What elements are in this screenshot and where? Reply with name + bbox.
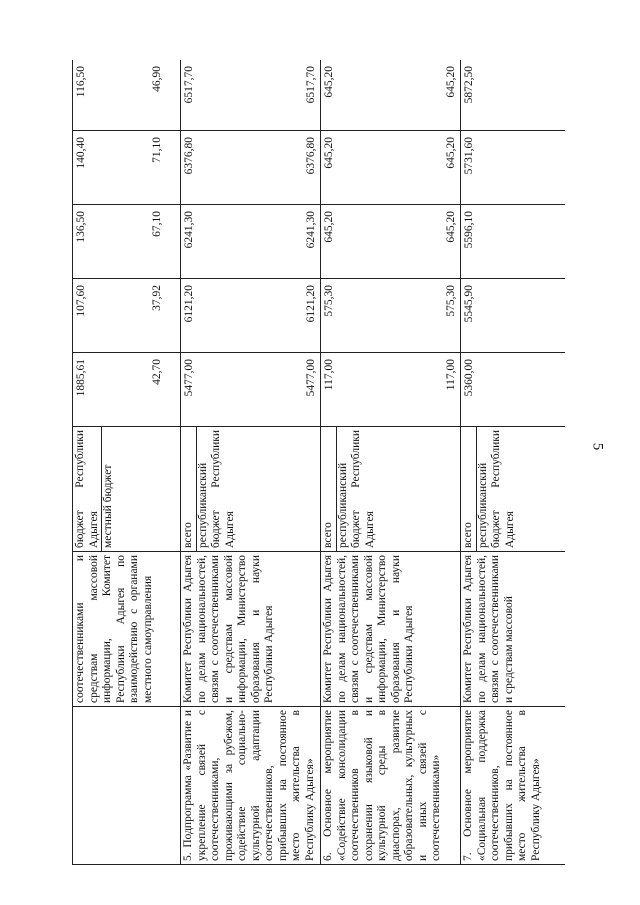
program-name-cell: 6. Основное мероприятие «Содействие консолидации соотечественников в сохранении языковой и культурной среды в диаспорах, развитие образовательных, культурных и иных связей с соотечественниками» bbox=[321, 707, 461, 865]
value: 140,40 bbox=[75, 137, 87, 169]
value: 42,70 bbox=[151, 359, 163, 385]
funding-source: республиканский бюджет Республики Адыгея bbox=[196, 430, 236, 548]
value: 117,00 bbox=[445, 359, 457, 391]
value-2017-cell bbox=[461, 131, 566, 205]
value-2015-cell bbox=[461, 279, 566, 353]
budget-table bbox=[72, 60, 565, 865]
value: 645,20 bbox=[445, 137, 457, 169]
table-row bbox=[461, 60, 566, 865]
funding-source: всего bbox=[462, 427, 477, 551]
funding-source-cell bbox=[461, 427, 566, 552]
value: 5545,90 bbox=[463, 285, 475, 323]
value-2017-cell bbox=[321, 131, 461, 205]
value: 5477,00 bbox=[183, 359, 195, 397]
value-2014-cell bbox=[73, 353, 181, 427]
value: 6121,20 bbox=[183, 285, 195, 323]
value: 136,50 bbox=[75, 211, 87, 243]
value: 6241,30 bbox=[305, 211, 317, 249]
value: 71,10 bbox=[151, 137, 163, 163]
value: 6517,70 bbox=[183, 66, 195, 104]
program-name-cell bbox=[73, 707, 181, 865]
value-2018-cell bbox=[73, 60, 181, 131]
funding-source: всего bbox=[322, 427, 337, 551]
value-2018-cell bbox=[181, 60, 321, 131]
value: 67,10 bbox=[151, 211, 163, 237]
value-2014-cell bbox=[181, 353, 321, 427]
funding-source: бюджет Республики Адыгея bbox=[74, 427, 102, 551]
value-2016-cell bbox=[321, 205, 461, 279]
executor-cell: Комитет Республики Адыгея по делам национальностей, связям с соотечественниками и средствам массовой информации, Министерство образования и науки Республики Адыгея bbox=[181, 552, 321, 707]
value: 116,50 bbox=[75, 66, 87, 98]
funding-source-cell bbox=[181, 427, 321, 552]
value: 575,30 bbox=[445, 285, 457, 317]
table-row bbox=[73, 60, 181, 865]
table-rotation-wrapper bbox=[72, 60, 565, 865]
value: 5872,50 bbox=[463, 66, 475, 104]
funding-source: местный бюджет bbox=[102, 464, 114, 548]
value: 645,20 bbox=[445, 66, 457, 98]
executor-cell: Комитет Республики Адыгея по делам национальностей, связям с соотечественниками и средствам массовой информации, Министерство образования и науки Республики Адыгея bbox=[321, 552, 461, 707]
table-row bbox=[181, 60, 321, 865]
value-2015-cell bbox=[73, 279, 181, 353]
funding-source: республиканский бюджет Республики Адыгея bbox=[336, 430, 376, 548]
table-row bbox=[321, 60, 461, 865]
value: 5596,10 bbox=[463, 211, 475, 249]
rotated-table-frame bbox=[72, 60, 565, 865]
funding-source-cell bbox=[321, 427, 461, 552]
value-2016-cell bbox=[461, 205, 566, 279]
value-2018-cell bbox=[321, 60, 461, 131]
value: 645,20 bbox=[323, 66, 335, 98]
value-2018-cell bbox=[461, 60, 566, 131]
value: 645,20 bbox=[323, 211, 335, 243]
value: 6376,80 bbox=[183, 137, 195, 175]
value-2016-cell bbox=[73, 205, 181, 279]
value: 6517,70 bbox=[305, 66, 317, 104]
value: 5477,00 bbox=[305, 359, 317, 397]
value-2017-cell bbox=[73, 131, 181, 205]
program-name-cell: 7. Основное мероприятие «Социальная поддержка соотечественников, прибывших на постоянное место жительства в Республику Адыгея» bbox=[461, 707, 566, 865]
funding-source: республиканский бюджет Республики Адыгея bbox=[476, 430, 516, 548]
value: 1885,61 bbox=[75, 359, 87, 397]
value-2014-cell bbox=[461, 353, 566, 427]
value-2014-cell bbox=[321, 353, 461, 427]
value: 575,30 bbox=[323, 285, 335, 317]
value: 6121,20 bbox=[305, 285, 317, 323]
value: 645,20 bbox=[323, 137, 335, 169]
value-2015-cell bbox=[321, 279, 461, 353]
value: 645,20 bbox=[445, 211, 457, 243]
value: 6241,30 bbox=[183, 211, 195, 249]
page-number: 5 bbox=[589, 442, 606, 451]
value: 6376,80 bbox=[305, 137, 317, 175]
value: 5731,60 bbox=[463, 137, 475, 175]
value: 37,92 bbox=[151, 285, 163, 311]
value: 107,60 bbox=[75, 285, 87, 317]
program-name-cell: 5. Подпрограмма «Развитие и укрепление связей с соотечественниками, проживающими за рубежом, содействие социально-культурной адаптации соотечественников, прибывших на постоянное место жительства в Республику Адыгея» bbox=[181, 707, 321, 865]
value-2017-cell bbox=[181, 131, 321, 205]
value: 46,90 bbox=[151, 66, 163, 92]
executor-cell: соотечественниками и средствам массовой информации, Комитет Республики Адыгея по взаимодействию с органами местного самоуправления bbox=[73, 552, 181, 707]
executor-cell: Комитет Республики Адыгея по делам национальностей, связям с соотечественниками и средствам массовой bbox=[461, 552, 566, 707]
funding-source-cell bbox=[73, 427, 181, 552]
value: 117,00 bbox=[323, 359, 335, 391]
funding-source: всего bbox=[182, 427, 197, 551]
value: 5360,00 bbox=[463, 359, 475, 397]
value-2015-cell bbox=[181, 279, 321, 353]
value-2016-cell bbox=[181, 205, 321, 279]
